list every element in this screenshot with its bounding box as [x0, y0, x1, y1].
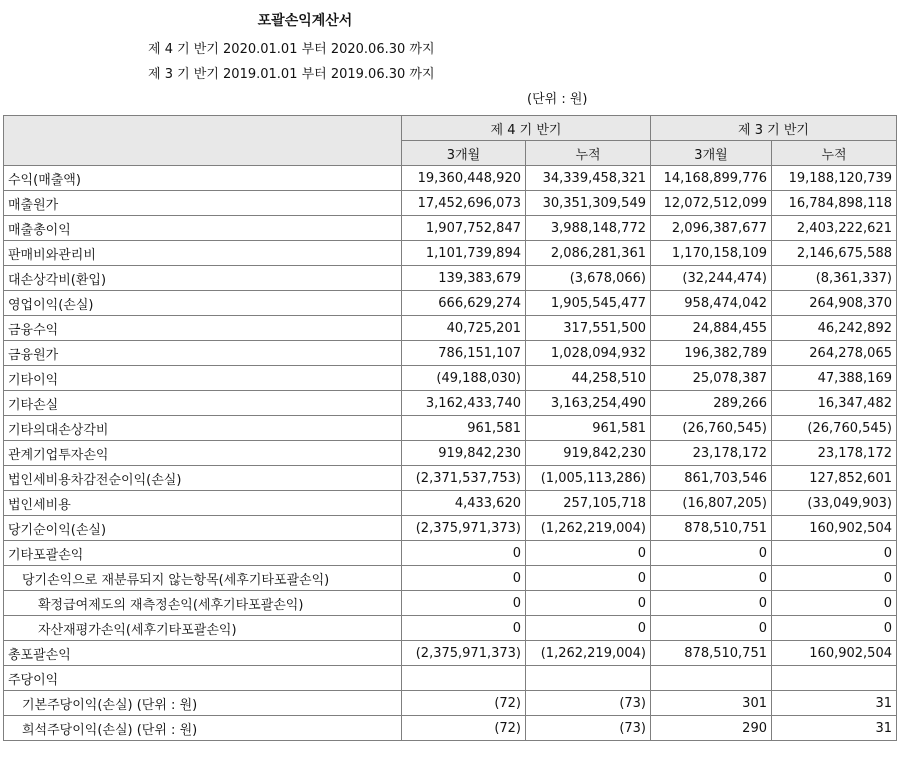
row-value: 0: [526, 541, 651, 566]
row-label: 당기손익으로 재분류되지 않는항목(세후기타포괄손익): [4, 566, 402, 591]
row-value: 34,339,458,321: [526, 166, 651, 191]
header-prior-cumulative: 누적: [772, 141, 897, 166]
table-row: [4, 266, 897, 291]
table-row: [4, 541, 897, 566]
row-label: 법인세비용: [4, 491, 402, 516]
row-value: 3,988,148,772: [526, 216, 651, 241]
row-label: 매출총이익: [4, 216, 402, 241]
table-row: [4, 666, 897, 691]
row-value: 3,163,254,490: [526, 391, 651, 416]
row-value: (1,005,113,286): [526, 466, 651, 491]
row-value: (72): [402, 691, 526, 716]
row-value: 0: [526, 616, 651, 641]
row-value: 14,168,899,776: [651, 166, 772, 191]
table-row: [4, 316, 897, 341]
row-label: 영업이익(손실): [4, 291, 402, 316]
row-label: 희석주당이익(손실) (단위 : 원): [4, 716, 402, 741]
row-value: 139,383,679: [402, 266, 526, 291]
row-value: 301: [651, 691, 772, 716]
row-value: 0: [402, 591, 526, 616]
row-value: (2,375,971,373): [402, 641, 526, 666]
row-value: [772, 666, 897, 691]
row-value: 47,388,169: [772, 366, 897, 391]
table-row: [4, 291, 897, 316]
row-label: 기타이익: [4, 366, 402, 391]
header-period-current: 제 4 기 반기: [402, 116, 651, 141]
row-value: (32,244,474): [651, 266, 772, 291]
row-label: 기타포괄손익: [4, 541, 402, 566]
row-value: (72): [402, 716, 526, 741]
table-row: [4, 216, 897, 241]
row-value: 19,360,448,920: [402, 166, 526, 191]
row-value: (1,262,219,004): [526, 516, 651, 541]
table-row: [4, 191, 897, 216]
row-value: 23,178,172: [772, 441, 897, 466]
row-value: 30,351,309,549: [526, 191, 651, 216]
row-value: 2,146,675,588: [772, 241, 897, 266]
row-value: 666,629,274: [402, 291, 526, 316]
table-row: [4, 366, 897, 391]
row-value: 16,784,898,118: [772, 191, 897, 216]
row-value: 878,510,751: [651, 516, 772, 541]
row-label: 총포괄손익: [4, 641, 402, 666]
row-value: 0: [651, 541, 772, 566]
header-row-periods: [4, 116, 897, 141]
row-value: 919,842,230: [402, 441, 526, 466]
row-value: 786,151,107: [402, 341, 526, 366]
row-value: 40,725,201: [402, 316, 526, 341]
row-label: 금융원가: [4, 341, 402, 366]
row-label: 자산재평가손익(세후기타포괄손익): [4, 616, 402, 641]
row-value: 0: [651, 591, 772, 616]
row-value: 127,852,601: [772, 466, 897, 491]
row-value: 961,581: [402, 416, 526, 441]
row-value: 264,908,370: [772, 291, 897, 316]
table-row: [4, 716, 897, 741]
row-label: 대손상각비(환입): [4, 266, 402, 291]
row-value: 17,452,696,073: [402, 191, 526, 216]
row-value: 290: [651, 716, 772, 741]
unit-label: (단위 : 원): [527, 92, 588, 107]
row-value: 961,581: [526, 416, 651, 441]
row-value: 0: [526, 591, 651, 616]
table-body: [4, 166, 897, 741]
row-value: 2,403,222,621: [772, 216, 897, 241]
row-label: 관계기업투자손익: [4, 441, 402, 466]
row-value: 196,382,789: [651, 341, 772, 366]
row-value: 1,170,158,109: [651, 241, 772, 266]
row-value: 1,905,545,477: [526, 291, 651, 316]
table-row: [4, 691, 897, 716]
row-value: [526, 666, 651, 691]
row-value: 160,902,504: [772, 641, 897, 666]
row-label: 기타의대손상각비: [4, 416, 402, 441]
table-row: [4, 591, 897, 616]
row-value: 958,474,042: [651, 291, 772, 316]
row-value: [651, 666, 772, 691]
row-value: [402, 666, 526, 691]
row-value: 3,162,433,740: [402, 391, 526, 416]
row-value: (2,375,971,373): [402, 516, 526, 541]
row-label: 주당이익: [4, 666, 402, 691]
table-row: [4, 441, 897, 466]
row-value: (2,371,537,753): [402, 466, 526, 491]
table-row: [4, 566, 897, 591]
table-row: [4, 391, 897, 416]
row-value: 1,028,094,932: [526, 341, 651, 366]
row-value: 0: [772, 591, 897, 616]
row-value: 861,703,546: [651, 466, 772, 491]
row-value: (73): [526, 691, 651, 716]
table-row: [4, 516, 897, 541]
income-statement-table: [3, 115, 897, 741]
row-value: (26,760,545): [772, 416, 897, 441]
row-value: 919,842,230: [526, 441, 651, 466]
row-value: 878,510,751: [651, 641, 772, 666]
table-row: [4, 341, 897, 366]
row-value: 2,086,281,361: [526, 241, 651, 266]
row-value: (3,678,066): [526, 266, 651, 291]
header-current-cumulative: 누적: [526, 141, 651, 166]
table-row: [4, 166, 897, 191]
table-row: [4, 641, 897, 666]
period-prior: 제 3 기 반기 2019.01.01 부터 2019.06.30 까지: [148, 67, 435, 82]
table-row: [4, 241, 897, 266]
row-label: 판매비와관리비: [4, 241, 402, 266]
statement-title: 포괄손익계산서: [257, 13, 353, 29]
row-value: 160,902,504: [772, 516, 897, 541]
row-label: 매출원가: [4, 191, 402, 216]
table-row: [4, 491, 897, 516]
row-label: 확정급여제도의 재측정손익(세후기타포괄손익): [4, 591, 402, 616]
row-label: 당기순이익(손실): [4, 516, 402, 541]
row-value: (49,188,030): [402, 366, 526, 391]
row-value: 31: [772, 716, 897, 741]
table-row: [4, 466, 897, 491]
row-value: 0: [772, 541, 897, 566]
row-value: 12,072,512,099: [651, 191, 772, 216]
row-value: 16,347,482: [772, 391, 897, 416]
row-value: (16,807,205): [651, 491, 772, 516]
row-value: 31: [772, 691, 897, 716]
row-value: 0: [651, 566, 772, 591]
header-period-prior: 제 3 기 반기: [651, 116, 897, 141]
header-account-cell: [4, 116, 402, 166]
header-prior-3m: 3개월: [651, 141, 772, 166]
row-value: 257,105,718: [526, 491, 651, 516]
row-value: (73): [526, 716, 651, 741]
table-row: [4, 616, 897, 641]
period-current: 제 4 기 반기 2020.01.01 부터 2020.06.30 까지: [148, 42, 435, 57]
row-value: 0: [772, 566, 897, 591]
row-value: 1,101,739,894: [402, 241, 526, 266]
row-value: 23,178,172: [651, 441, 772, 466]
row-value: 1,907,752,847: [402, 216, 526, 241]
row-value: 19,188,120,739: [772, 166, 897, 191]
row-label: 기본주당이익(손실) (단위 : 원): [4, 691, 402, 716]
row-value: 264,278,065: [772, 341, 897, 366]
row-value: 2,096,387,677: [651, 216, 772, 241]
row-value: (26,760,545): [651, 416, 772, 441]
row-value: 317,551,500: [526, 316, 651, 341]
row-value: 4,433,620: [402, 491, 526, 516]
row-value: 44,258,510: [526, 366, 651, 391]
header-current-3m: 3개월: [402, 141, 526, 166]
row-value: 0: [402, 541, 526, 566]
row-value: 0: [526, 566, 651, 591]
row-label: 법인세비용차감전순이익(손실): [4, 466, 402, 491]
row-value: 0: [772, 616, 897, 641]
row-value: 289,266: [651, 391, 772, 416]
row-value: (8,361,337): [772, 266, 897, 291]
row-value: 0: [402, 616, 526, 641]
row-value: 25,078,387: [651, 366, 772, 391]
row-value: 0: [651, 616, 772, 641]
row-value: 24,884,455: [651, 316, 772, 341]
row-value: (33,049,903): [772, 491, 897, 516]
row-label: 기타손실: [4, 391, 402, 416]
row-value: (1,262,219,004): [526, 641, 651, 666]
row-label: 금융수익: [4, 316, 402, 341]
row-value: 46,242,892: [772, 316, 897, 341]
row-value: 0: [402, 566, 526, 591]
table-row: [4, 416, 897, 441]
row-label: 수익(매출액): [4, 166, 402, 191]
